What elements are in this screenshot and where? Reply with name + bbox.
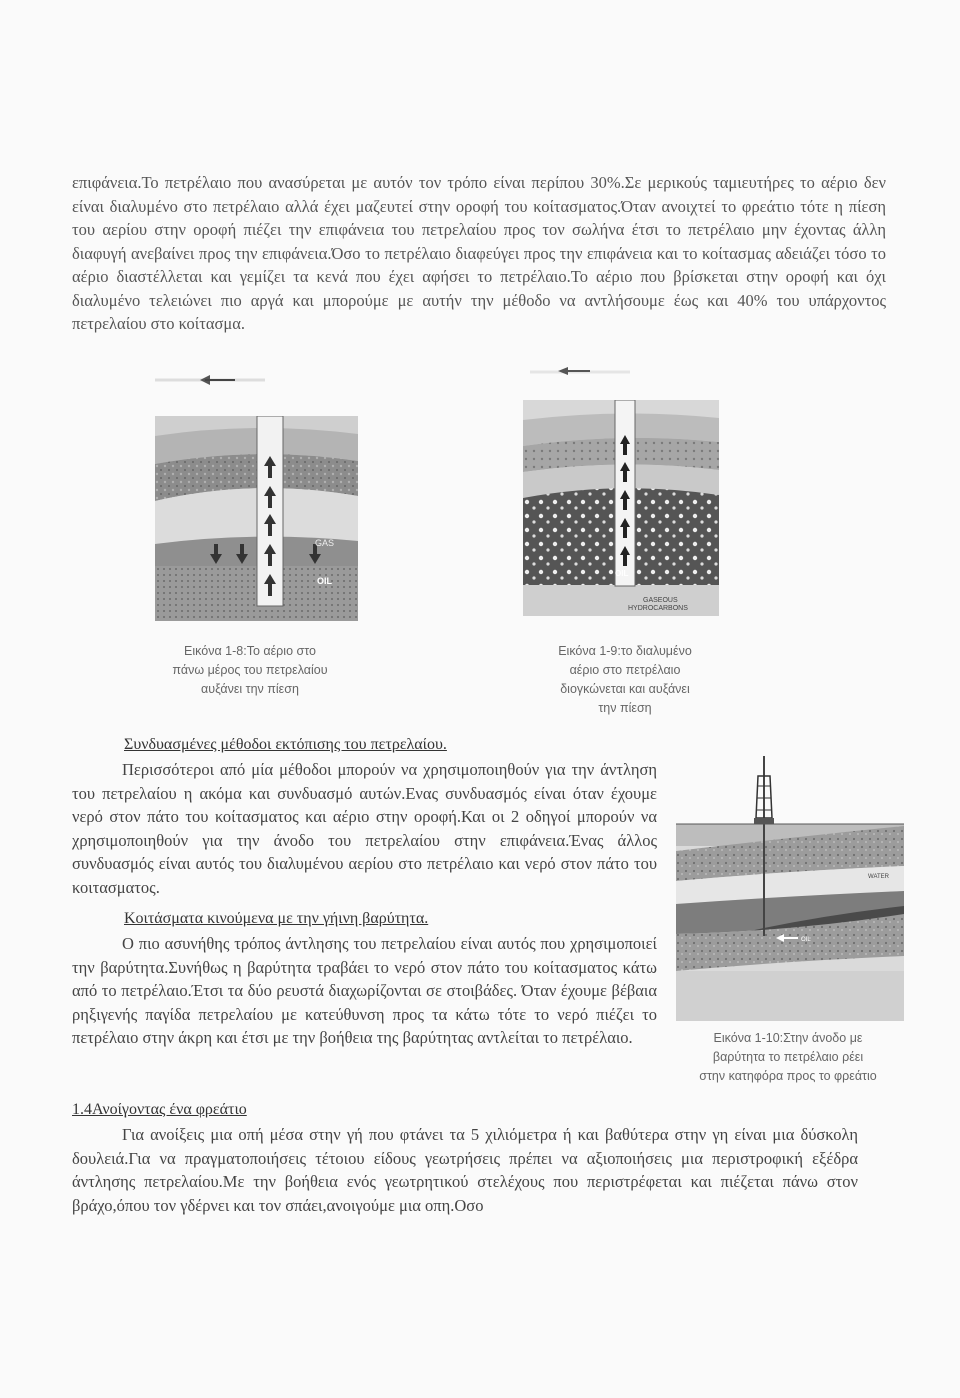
- caption-line: την πίεση: [598, 701, 652, 715]
- caption-line: Εικόνα 1-8:Το αέριο στο: [184, 644, 316, 658]
- figure-1-10-oil-label: OIL: [801, 937, 811, 943]
- section-text-combined-body: Περισσότεροι από μία μέθοδοι μπορούν να χρησιμοποιηθούν για την άντληση του πετρελαίου η ακόμα και συνδυασμό αυτών.Ενας συνδυασμός είναι όταν έχουμε νερό στον πάτο του κοίτασματος και αέριο στην οροφή.Και οι 2 οδηγοί μπορούν να χρησιμοποιηθούν για την άνοδο του πετρελαίου στην επιφάνεια.Ένας άλλος συνδυασμός είναι αυτός του διαλυμένου αερίου στο πετρέλαιο και νερό στον πάτο του κοιτασματος.: [72, 760, 657, 897]
- figure-1-10-gravity-drainage-diagram: [676, 756, 904, 1021]
- caption-line: πάνω μέρος του πετρελαίου: [172, 663, 328, 677]
- figure-1-9-gaseous-label: GASEOUS: [643, 597, 678, 604]
- figure-1-8-gas-label: GAS: [315, 538, 335, 548]
- intro-paragraph: επιφάνεια.Το πετρέλαιο που ανασύρεται με αυτόν τον τρόπο είναι περίπου 30%.Σε μερικούς ταμιευτήρες το αέριο δεν είναι διαλυμένο στο πετρέλαιο αλλά έχει μαζευτεί στην οροφή του κοίτασματος.Όταν ανοιχτεί το φρεάτιο τότε η πίεση του αερίου στην οροφή πιέζει την επιφάνεια του πετρελαίου προς τον σωλήνα έτσι το πετρέλαιο μην έχοντας άλλη διαφυγή ανεβαίνει προς την επιφάνεια.Όσο το πετρέλαιο διαφεύγει προς την επιφάνεια και το κοίτασμας αδειάζει τόσο το αέριο διαστέλλεται και γεμίζει τα κενά που έχει αφήσει το πετρέλαιο.Το αέριο που βρίσκεται στην οροφή και όχι διαλυμένο τελειώνει πιο αργά και μπορούμε με αυτήν την μέθοδο να αντλήσουμε έως και 40% του υπάρχοντος πετρελαίου στο κοίτασμα.: [72, 173, 886, 333]
- caption-line: διογκώνεται και αυξάνει: [560, 682, 690, 696]
- section-text-combined: [72, 758, 657, 899]
- caption-line: Εικόνα 1-10:Στην άνοδο με: [713, 1031, 863, 1045]
- figure-1-8-oil-label: OIL: [317, 576, 332, 586]
- section-heading-opening-well: 1.4Ανοίγοντας ένα φρεάτιο: [72, 1101, 247, 1118]
- section-heading-gravity: Κοιτάσματα κινούμενα με την γήινη βαρύτητα.: [124, 910, 429, 927]
- arrow-marker-left: [150, 370, 270, 390]
- figure-1-9-dissolved-gas-diagram: [523, 400, 719, 616]
- section-text-gravity: [72, 932, 657, 1050]
- caption-line: Εικόνα 1-9:το διαλυμένο: [558, 644, 692, 658]
- caption-line: στην κατηφόρα προς το φρεάτιο: [699, 1069, 877, 1083]
- figure-1-8-caption: [150, 642, 350, 699]
- figure-1-10-caption: [668, 1029, 908, 1086]
- section-text-opening-well-body: Για ανοίξεις μια οπή μέσα στην γή που φτάνει τα 5 χιλιόμετρα ή και βαθύτερα στην γη είναι μια δύσκολη δουλειά.Για να πραγματοποιήσεις τέτοιου είδους γεωτρήσεις πρέπει να αξιοποιήσεις μια περιστροφική εξέδρα άντλησης πετρελαίου.Με την βοήθεια ενός γεωτρητικού στελέχους που περιστρέφεται και πιέζεται πάνω στον βράχο,όπου τον γδέρνει και τον σπάει,ανοιγούμε μια οπη.Οσο: [72, 1125, 858, 1215]
- caption-line: αέριο στο πετρέλαιο: [569, 663, 681, 677]
- section-text-opening-well: [72, 1123, 858, 1217]
- caption-line: αυξάνει την πίεση: [201, 682, 299, 696]
- section-text-gravity-body: Ο πιο ασυνήθης τρόπος άντλησης του πετρελαίου είναι αυτός που χρησιμοποιεί την βαρύτητα.Συνήθως η βαρύτητα τραβάει το νερό στον πάτο του κοίτασματος κάτω από το πετρέλαιο.Έτσι τα δύο ρευστά διαχωρίζονται σε στοιβάδες. Όταν έχουμε βέβαια ρηξιγενής παγίδα πετρελαίου με κατεύθυνση προς τα κάτω τότε το νερό πιέζει το πετρέλαιο στην άκρη και έτσι με την βοήθεια της βαρύτητας αντλείται το πετρέλαιο.: [72, 934, 657, 1047]
- section-heading-combined: Συνδυασμένες μέθοδοι εκτόπισης του πετρελαίου.: [124, 736, 447, 753]
- figure-1-10-water-label: WATER: [868, 874, 889, 880]
- figure-1-9-hydrocarbons-label: HYDROCARBONS: [628, 605, 688, 612]
- figure-1-9-oil-label: OIL: [615, 569, 629, 578]
- figure-1-8-gas-cap-diagram: [155, 416, 358, 621]
- figure-1-9-caption: [525, 642, 725, 718]
- caption-line: βαρύτητα το πετρέλαιο ρέει: [712, 1050, 864, 1064]
- arrow-marker-right: [530, 362, 630, 382]
